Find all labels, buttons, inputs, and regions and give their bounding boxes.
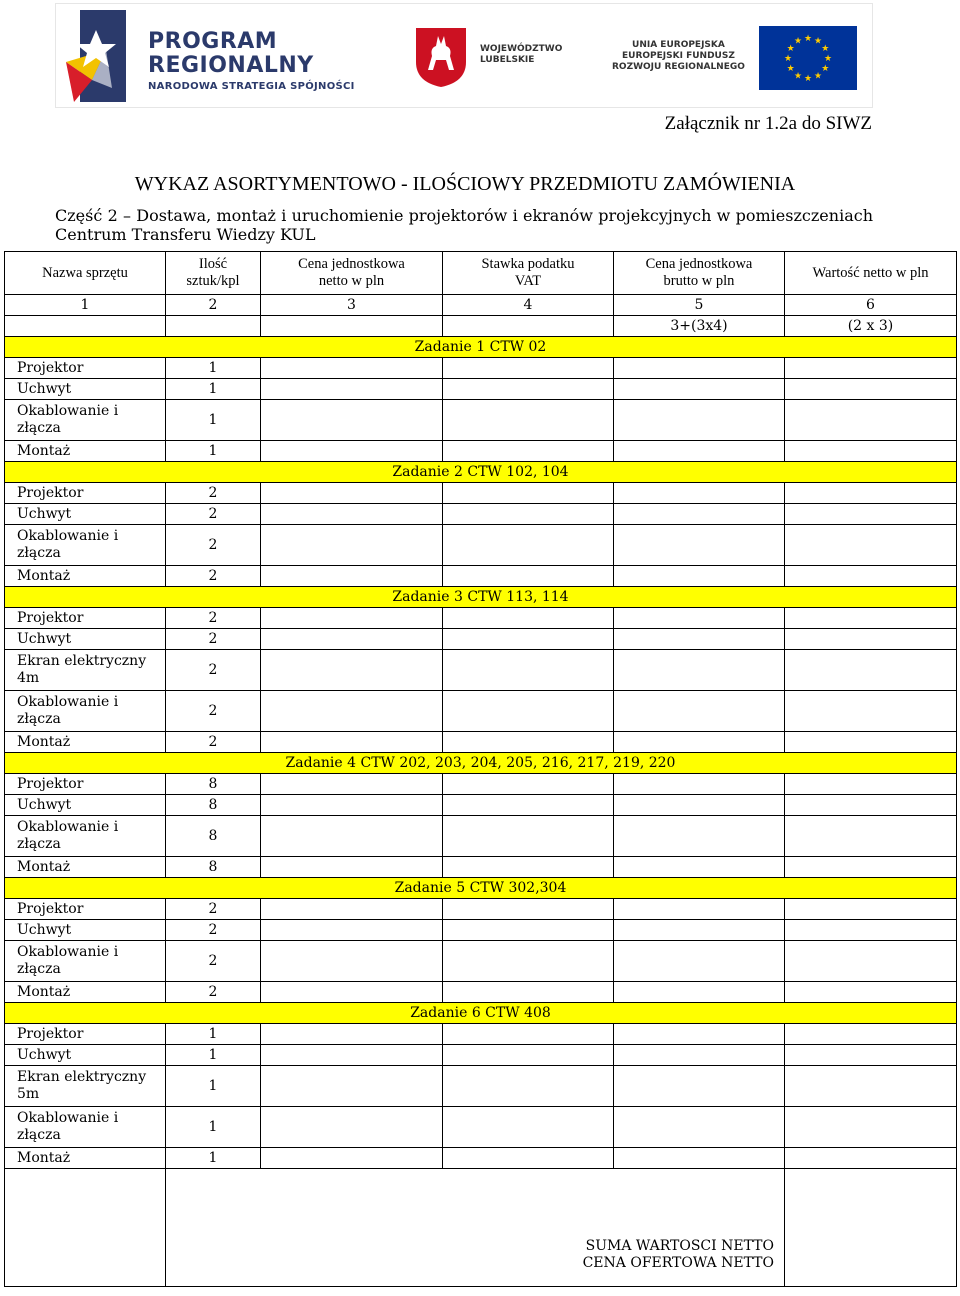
empty-cell <box>443 982 614 1003</box>
empty-cell <box>261 1148 443 1169</box>
item-qty: 2 <box>166 982 261 1003</box>
empty-cell <box>614 774 785 795</box>
col-qty-label-2: sztuk/kpl <box>186 273 240 289</box>
col-name-label: Nazwa sprzętu <box>42 264 128 281</box>
col-number: 5 <box>614 295 785 316</box>
program-text-line2: REGIONALNY <box>148 53 314 78</box>
col-header-qty <box>166 252 261 295</box>
task-title: Zadanie 5 CTW 302,304 <box>5 878 957 899</box>
table-row <box>5 795 957 816</box>
empty-cell <box>614 1148 785 1169</box>
item-name: Projektor <box>5 1024 166 1045</box>
empty-cell <box>614 857 785 878</box>
item-name: Okablowanie i złącza <box>5 941 166 982</box>
table-header-row <box>5 252 957 295</box>
empty-cell <box>785 1148 957 1169</box>
item-qty: 1 <box>166 1107 261 1148</box>
table-row <box>5 857 957 878</box>
item-name: Projektor <box>5 899 166 920</box>
ue-text <box>612 40 745 73</box>
empty-cell <box>261 525 443 566</box>
col-number: 1 <box>5 295 166 316</box>
col-gross-label-2: brutto w pln <box>663 273 735 289</box>
task-title: Zadanie 2 CTW 102, 104 <box>5 462 957 483</box>
summary-row <box>5 1169 957 1287</box>
empty-cell <box>261 795 443 816</box>
item-name: Projektor <box>5 358 166 379</box>
empty-cell <box>443 1107 614 1148</box>
empty-cell <box>785 795 957 816</box>
part-description: Część 2 – Dostawa, montaż i uruchomienie projektorów i ekranów projekcyjnych w pomieszczeniach Centrum Transferu Wiedzy KUL <box>55 206 873 244</box>
empty-cell <box>261 1066 443 1107</box>
item-qty: 2 <box>166 504 261 525</box>
eu-star-icon: ★ <box>793 36 803 47</box>
empty-cell <box>785 483 957 504</box>
empty-cell <box>785 816 957 857</box>
program-regionalny-logo <box>66 10 126 102</box>
wojewodztwo-text <box>480 44 562 66</box>
empty-cell <box>443 941 614 982</box>
offer-net-label: CENA OFERTOWA NETTO <box>582 1255 774 1271</box>
empty-cell <box>261 774 443 795</box>
item-qty: 2 <box>166 608 261 629</box>
page-title: WYKAZ ASORTYMENTOWO - ILOŚCIOWY PRZEDMIOTU ZAMÓWIENIA <box>134 173 796 195</box>
eu-star-icon: ★ <box>813 71 823 82</box>
task-title: Zadanie 4 CTW 202, 203, 204, 205, 216, 217, 219, 220 <box>5 753 957 774</box>
eu-star-icon: ★ <box>793 71 803 82</box>
empty-cell <box>614 795 785 816</box>
table-row <box>5 379 957 400</box>
col-number: 3 <box>261 295 443 316</box>
item-qty: 2 <box>166 691 261 732</box>
empty-cell <box>261 857 443 878</box>
eu-star-icon: ★ <box>821 64 830 74</box>
item-qty: 2 <box>166 566 261 587</box>
empty-cell <box>5 1169 166 1287</box>
empty-cell <box>785 441 957 462</box>
empty-cell <box>443 525 614 566</box>
empty-cell <box>785 358 957 379</box>
empty-cell <box>614 920 785 941</box>
empty-cell <box>443 795 614 816</box>
assortment-table <box>4 251 957 1287</box>
item-qty: 8 <box>166 774 261 795</box>
empty-cell <box>785 650 957 691</box>
empty-cell <box>261 899 443 920</box>
empty-cell <box>443 441 614 462</box>
col-header-net-value <box>785 252 957 295</box>
empty-cell <box>443 732 614 753</box>
eu-star-icon: ★ <box>783 54 793 64</box>
program-text-line1: PROGRAM <box>148 29 278 54</box>
table-row <box>5 483 957 504</box>
empty-cell <box>785 1066 957 1107</box>
empty-cell <box>261 379 443 400</box>
col-header-vat <box>443 252 614 295</box>
empty-cell <box>261 504 443 525</box>
empty-cell <box>443 400 614 441</box>
table-row <box>5 441 957 462</box>
table-row <box>5 650 957 691</box>
empty-cell <box>443 379 614 400</box>
table-row <box>5 400 957 441</box>
empty-cell <box>443 358 614 379</box>
value-formula: (2 x 3) <box>785 316 957 337</box>
empty-cell <box>785 982 957 1003</box>
empty-cell <box>443 920 614 941</box>
table-row <box>5 629 957 650</box>
table-row <box>5 358 957 379</box>
item-qty: 2 <box>166 732 261 753</box>
empty-cell <box>443 899 614 920</box>
task-title: Zadanie 3 CTW 113, 114 <box>5 587 957 608</box>
item-name: Projektor <box>5 608 166 629</box>
empty-cell <box>614 358 785 379</box>
empty-cell <box>443 816 614 857</box>
item-name: Uchwyt <box>5 379 166 400</box>
table-row <box>5 525 957 566</box>
item-name: Montaż <box>5 982 166 1003</box>
task-header-row <box>5 587 957 608</box>
lubelskie-crest-logo <box>414 26 468 88</box>
col-net-label-2: netto w pln <box>318 273 385 289</box>
item-qty: 2 <box>166 629 261 650</box>
item-qty: 1 <box>166 1148 261 1169</box>
empty-cell <box>785 566 957 587</box>
item-name: Uchwyt <box>5 1045 166 1066</box>
table-row <box>5 566 957 587</box>
item-qty: 2 <box>166 920 261 941</box>
item-name: Ekran elektryczny 4m <box>5 650 166 691</box>
empty-cell <box>785 629 957 650</box>
woj-line2: LUBELSKIE <box>480 55 535 65</box>
col-qty-label-1: Ilość <box>198 256 228 272</box>
table-row <box>5 982 957 1003</box>
item-qty: 1 <box>166 358 261 379</box>
empty-cell <box>261 1024 443 1045</box>
col-number: 4 <box>443 295 614 316</box>
empty-cell <box>785 400 957 441</box>
ue-line1: UNIA EUROPEJSKA <box>632 40 725 50</box>
empty-cell <box>261 691 443 732</box>
empty-cell <box>785 1024 957 1045</box>
empty-cell <box>443 504 614 525</box>
item-name: Okablowanie i złącza <box>5 1107 166 1148</box>
empty-cell <box>614 691 785 732</box>
task-header-row <box>5 462 957 483</box>
sum-net-label: SUMA WARTOSCI NETTO <box>585 1238 774 1254</box>
empty-cell <box>166 316 261 337</box>
empty-cell <box>443 1148 614 1169</box>
empty-cell <box>261 732 443 753</box>
task-header-row <box>5 753 957 774</box>
summary-labels <box>166 1169 785 1287</box>
table-row <box>5 608 957 629</box>
empty-cell <box>614 1107 785 1148</box>
empty-cell <box>261 816 443 857</box>
empty-cell <box>614 1024 785 1045</box>
item-name: Uchwyt <box>5 504 166 525</box>
table-row <box>5 504 957 525</box>
empty-cell <box>261 566 443 587</box>
summary-value-cell <box>785 1169 957 1287</box>
item-name: Montaż <box>5 1148 166 1169</box>
empty-cell <box>261 608 443 629</box>
empty-cell <box>614 941 785 982</box>
item-qty: 2 <box>166 941 261 982</box>
eu-star-icon: ★ <box>803 74 813 84</box>
empty-cell <box>614 504 785 525</box>
empty-cell <box>614 525 785 566</box>
empty-cell <box>785 1045 957 1066</box>
empty-cell <box>5 316 166 337</box>
empty-cell <box>261 941 443 982</box>
empty-cell <box>785 691 957 732</box>
col-value-label: Wartość netto w pln <box>812 264 929 281</box>
table-row <box>5 1066 957 1107</box>
empty-cell <box>443 691 614 732</box>
empty-cell <box>443 1024 614 1045</box>
empty-cell <box>785 379 957 400</box>
col-header-gross-price <box>614 252 785 295</box>
item-name: Okablowanie i złącza <box>5 525 166 566</box>
item-qty: 2 <box>166 525 261 566</box>
empty-cell <box>785 941 957 982</box>
empty-cell <box>261 982 443 1003</box>
col-vat-label-2: VAT <box>514 273 542 289</box>
item-name: Okablowanie i złącza <box>5 400 166 441</box>
item-name: Ekran elektryczny 5m <box>5 1066 166 1107</box>
empty-cell <box>785 857 957 878</box>
item-qty: 8 <box>166 857 261 878</box>
empty-cell <box>614 441 785 462</box>
empty-cell <box>614 566 785 587</box>
col-number: 2 <box>166 295 261 316</box>
empty-cell <box>443 608 614 629</box>
empty-cell <box>443 774 614 795</box>
empty-cell <box>443 316 614 337</box>
item-qty: 1 <box>166 1045 261 1066</box>
empty-cell <box>261 316 443 337</box>
empty-cell <box>785 732 957 753</box>
empty-cell <box>614 816 785 857</box>
empty-cell <box>261 358 443 379</box>
table-row <box>5 1107 957 1148</box>
empty-cell <box>614 1066 785 1107</box>
table-row <box>5 1045 957 1066</box>
item-qty: 1 <box>166 1024 261 1045</box>
eu-flag-icon <box>759 26 857 90</box>
eu-star-icon: ★ <box>786 64 795 74</box>
empty-cell <box>443 857 614 878</box>
empty-cell <box>614 899 785 920</box>
woj-line1: WOJEWÓDZTWO <box>480 44 563 54</box>
ue-line2: EUROPEJSKI FUNDUSZ <box>622 51 735 61</box>
empty-cell <box>614 732 785 753</box>
empty-cell <box>785 774 957 795</box>
empty-cell <box>614 650 785 691</box>
item-qty: 1 <box>166 441 261 462</box>
col-header-net-price <box>261 252 443 295</box>
table-row <box>5 1024 957 1045</box>
item-qty: 8 <box>166 816 261 857</box>
empty-cell <box>785 920 957 941</box>
eu-star-icon: ★ <box>823 54 833 64</box>
gross-formula: 3+(3x4) <box>614 316 785 337</box>
empty-cell <box>443 629 614 650</box>
item-qty: 2 <box>166 483 261 504</box>
col-number: 6 <box>785 295 957 316</box>
eu-star-icon: ★ <box>786 44 795 54</box>
col-gross-label-1: Cena jednostkowa <box>645 256 753 272</box>
empty-cell <box>261 650 443 691</box>
item-name: Okablowanie i złącza <box>5 816 166 857</box>
task-title: Zadanie 6 CTW 408 <box>5 1003 957 1024</box>
empty-cell <box>614 1045 785 1066</box>
empty-cell <box>785 899 957 920</box>
empty-cell <box>614 629 785 650</box>
item-qty: 2 <box>166 899 261 920</box>
item-name: Uchwyt <box>5 795 166 816</box>
empty-cell <box>261 1107 443 1148</box>
item-name: Projektor <box>5 483 166 504</box>
table-row <box>5 774 957 795</box>
item-name: Montaż <box>5 857 166 878</box>
item-name: Montaż <box>5 441 166 462</box>
col-vat-label-1: Stawka podatku <box>481 256 575 272</box>
item-qty: 1 <box>166 400 261 441</box>
item-qty: 2 <box>166 650 261 691</box>
col-net-label-1: Cena jednostkowa <box>298 256 405 272</box>
task-header-row <box>5 878 957 899</box>
empty-cell <box>785 504 957 525</box>
empty-cell <box>261 483 443 504</box>
logo-banner <box>55 3 873 108</box>
empty-cell <box>261 441 443 462</box>
item-name: Montaż <box>5 732 166 753</box>
eu-star-icon: ★ <box>821 44 830 54</box>
ue-line3: ROZWOJU REGIONALNEGO <box>612 62 745 72</box>
empty-cell <box>785 525 957 566</box>
task-header-row <box>5 337 957 358</box>
program-regionalny-text <box>148 30 355 94</box>
table-row <box>5 816 957 857</box>
table-row <box>5 691 957 732</box>
item-name: Okablowanie i złącza <box>5 691 166 732</box>
empty-cell <box>614 400 785 441</box>
empty-cell <box>785 1107 957 1148</box>
program-text-line3: NARODOWA STRATEGIA SPÓJNOŚCI <box>148 81 355 92</box>
attachment-label: Załącznik nr 1.2a do SIWZ <box>664 113 872 134</box>
empty-cell <box>261 920 443 941</box>
item-name: Uchwyt <box>5 920 166 941</box>
empty-cell <box>614 982 785 1003</box>
table-row <box>5 732 957 753</box>
task-title: Zadanie 1 CTW 02 <box>5 337 957 358</box>
empty-cell <box>261 1045 443 1066</box>
eu-star-icon: ★ <box>803 34 813 44</box>
item-qty: 1 <box>166 379 261 400</box>
item-qty: 1 <box>166 1066 261 1107</box>
table-row <box>5 1148 957 1169</box>
table-row <box>5 941 957 982</box>
empty-cell <box>614 379 785 400</box>
empty-cell <box>443 1045 614 1066</box>
empty-cell <box>261 400 443 441</box>
item-name: Projektor <box>5 774 166 795</box>
table-row <box>5 899 957 920</box>
eu-star-icon: ★ <box>813 36 823 47</box>
task-header-row <box>5 1003 957 1024</box>
empty-cell <box>443 1066 614 1107</box>
table-row <box>5 920 957 941</box>
empty-cell <box>261 629 443 650</box>
col-header-name <box>5 252 166 295</box>
formula-row <box>5 316 957 337</box>
column-number-row <box>5 295 957 316</box>
empty-cell <box>785 608 957 629</box>
empty-cell <box>443 566 614 587</box>
item-qty: 8 <box>166 795 261 816</box>
empty-cell <box>443 483 614 504</box>
item-name: Uchwyt <box>5 629 166 650</box>
item-name: Montaż <box>5 566 166 587</box>
empty-cell <box>443 650 614 691</box>
empty-cell <box>614 483 785 504</box>
empty-cell <box>614 608 785 629</box>
